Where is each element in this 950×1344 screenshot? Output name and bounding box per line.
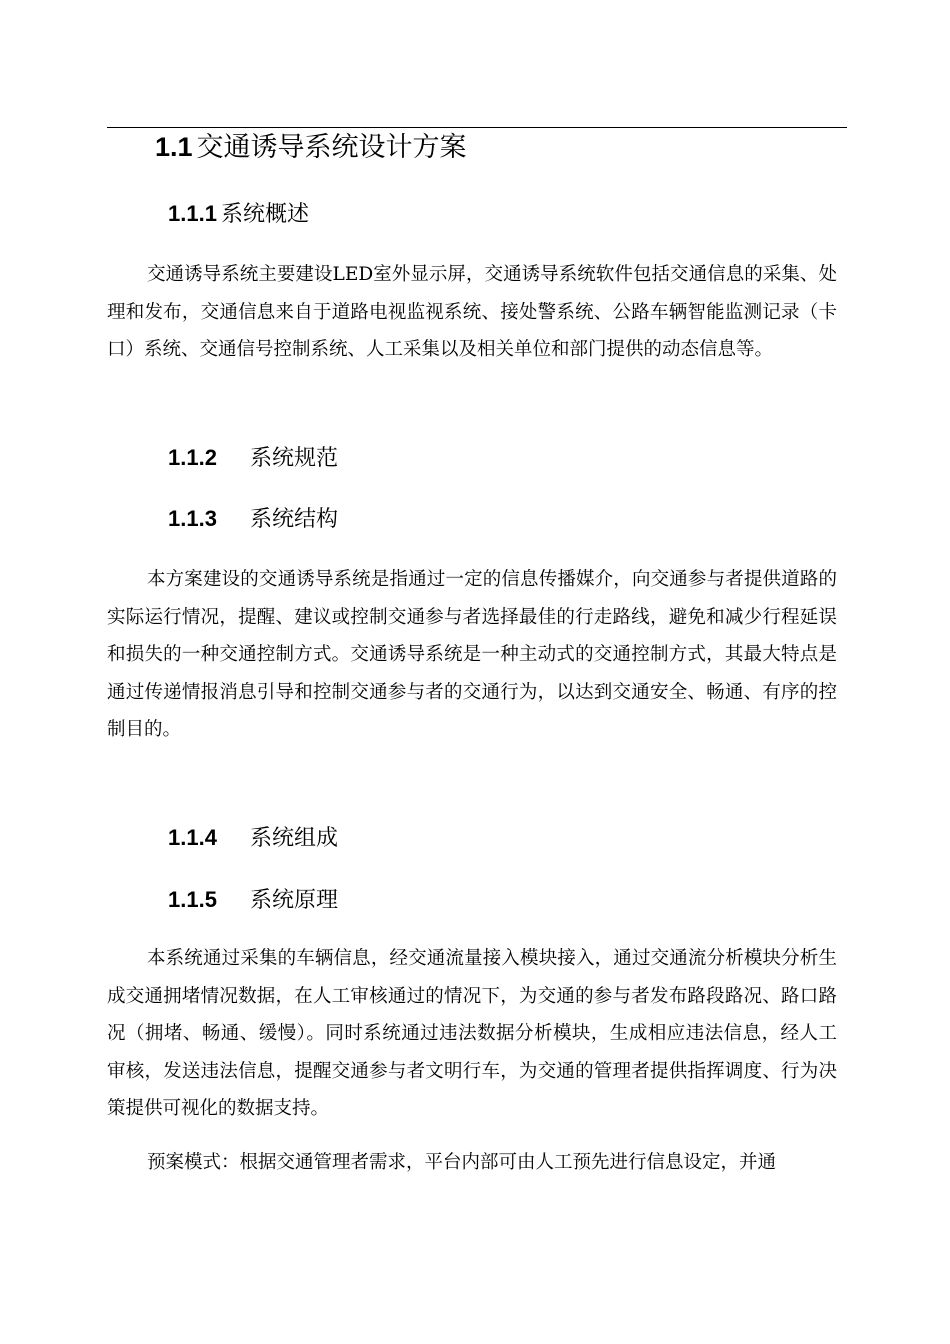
subsection-number: 1.1.3	[168, 506, 217, 531]
subsection-number: 1.1.1	[168, 201, 217, 226]
subsection-heading-composition	[168, 822, 338, 855]
subsection-title: 系统结构	[250, 507, 339, 532]
subsection-heading-spec	[168, 442, 338, 475]
subsection-number: 1.1.5	[168, 887, 217, 912]
subsection-title: 系统原理	[250, 888, 339, 913]
subsection-heading-structure	[168, 503, 338, 536]
subsection-title: 系统规范	[250, 446, 339, 471]
subsection-title: 系统概述	[220, 202, 309, 227]
subsection-heading-overview	[168, 198, 309, 231]
paragraph-plan-mode: 预案模式：根据交通管理者需求，平台内部可由人工预先进行信息设定，并通	[147, 1152, 777, 1173]
paragraph-overview: 交通诱导系统主要建设LED室外显示屏，交通诱导系统软件包括交通信息的采集、处理和发布，交通信息来自于道路电视监视系统、接处警系统、公路车辆智能监测记录（卡口）系统、交通信号控制系统、人工采集以及相关单位和部门提供的动态信息等。	[107, 264, 837, 360]
section-heading	[155, 128, 467, 167]
paragraph-structure: 本方案建设的交通诱导系统是指通过一定的信息传播媒介，向交通参与者提供道路的实际运行情况，提醒、建议或控制交通参与者选择最佳的行走路线，避免和减少行程延误和损失的一种交通控制方式。交通诱导系统是一种主动式的交通控制方式，其最大特点是通过传递情报消息引导和控制交通参与者的交通行为，以达到交通安全、畅通、有序的控制目的。	[107, 569, 837, 740]
subsection-title: 系统组成	[250, 826, 339, 851]
subsection-number: 1.1.2	[168, 445, 217, 470]
section-title: 交通诱导系统设计方案	[196, 132, 467, 163]
paragraph-principle: 本系统通过采集的车辆信息，经交通流量接入模块接入，通过交通流分析模块分析生成交通拥堵情况数据，在人工审核通过的情况下，为交通的参与者发布路段路况、路口路况（拥堵、畅通、缓慢）。同时系统通过违法数据分析模块，生成相应违法信息，经人工审核，发送违法信息，提醒交通参与者文明行车，为交通的管理者提供指挥调度、行为决策提供可视化的数据支持。	[107, 948, 837, 1119]
section-number: 1.1	[155, 132, 193, 162]
subsection-heading-principle	[168, 884, 338, 917]
subsection-number: 1.1.4	[168, 825, 217, 850]
